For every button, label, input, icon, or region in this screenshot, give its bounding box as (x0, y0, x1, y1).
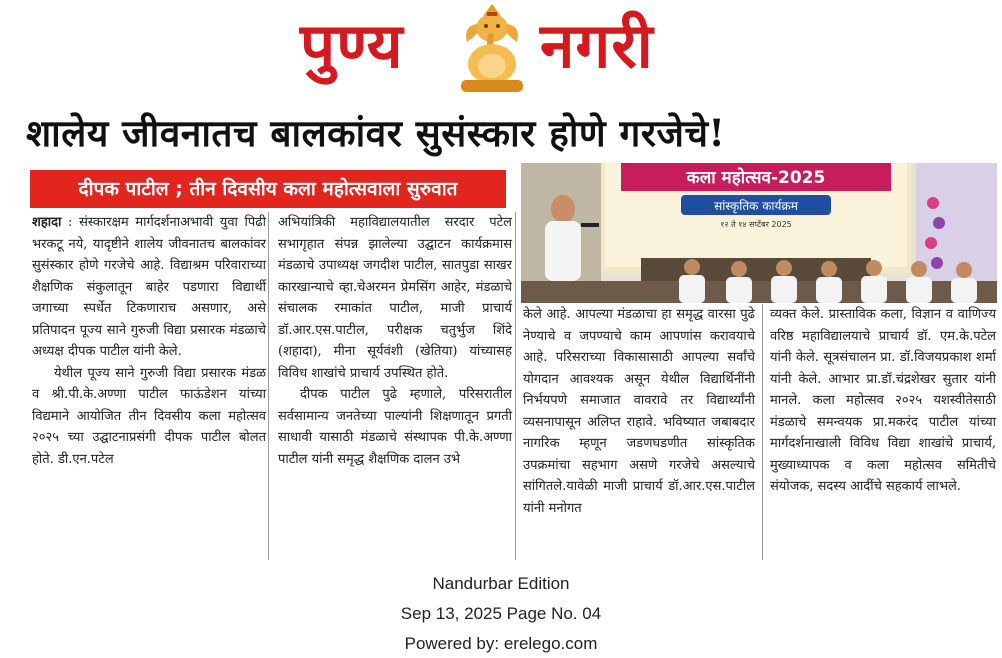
article-paragraph: येथील पूज्य साने गुरुजी विद्या प्रसारक मंडळ व श्री.पी.के.अण्णा पाटील फाऊंडेशन यांच्या विद्यमाने आयोजित तीन दिवसीय कला महोत्सव २०२५ च्या उद्घाटनाप्रसंगी दीपक पाटील बोलत होते. डी.एन.पटेल (32, 365, 266, 467)
column-divider (515, 212, 516, 560)
article-dateline: शहादा (32, 215, 62, 230)
footer-edition: Nandurbar Edition (432, 574, 570, 593)
photo-banner-subtitle: सांस्कृतिक कार्यक्रम (714, 199, 798, 213)
article-paragraph: दीपक पाटील पुढे म्हणाले, परिसरातील सर्वसामान्य जनतेच्या पाल्यांनी शिक्षणातून प्रगती साधावी यासाठी मंडळाचे संस्थापक पी.के.अण्णा पाटील यांनी समृद्ध शैक्षणिक दालन उभे (278, 387, 512, 467)
masthead-title-right: नगरी (540, 9, 654, 82)
column-divider (762, 304, 763, 560)
ganesha-logo-icon (447, 2, 537, 94)
article-column-1 (32, 212, 266, 470)
subheadline-banner: दीपक पाटील ; तीन दिवसीय कला महोत्सवाला सुरुवात (30, 170, 506, 208)
column-divider (268, 212, 269, 560)
article-paragraph: अभियांत्रिकी महाविद्यालयातील सरदार पटेल सभागृहात संपन्न झालेल्या उद्घाटन कार्यक्रमास मंडळाचे उपाध्यक्ष जगदीश पाटील, सातपुडा साखर कारखान्याचे व्हा.चेअरमन प्रेमसिंग आहेर, मंडळाचे संचालक रमाकांत पाटील, माजी प्राचार्य डॉ.आर.एस.पाटील, परीक्षक चतुर्भुज शिंदे (शहादा), मीना सूर्यवंशी (खेतिया) यांच्यासह विविध शाखांचे प्राचार्य उपस्थित होते. (278, 215, 512, 381)
article-paragraph: व्यक्त केले. प्रास्ताविक कला, विज्ञान व वाणिज्य वरिष्ठ महाविद्यालयाचे प्राचार्य डॉ. एम.के.पटेल यांनी केले. सूत्रसंचालन प्रा. डॉ.विजयप्रकाश शर्मा यांनी केले. आभार प्रा.डॉ.चंद्रशेखर सुतार यांनी मानले. कला महोत्सव २०२५ यशस्वीतेसाठी मंडळाचे समन्वयक प्रा.मकरंद पाटील यांच्या मार्गदर्शनाखाली विविध विद्या शाखांचे प्राचार्य, मुख्याध्यापक व कला महोत्सव समितीचे संयोजक, सदस्य आदींचे सहकार्य लाभले. (770, 307, 996, 494)
event-photo (521, 163, 997, 303)
photo-banner-date: १२ ते १४ सप्टेंबर 2025 (720, 220, 792, 229)
article-column-3 (523, 304, 755, 519)
article-column-4 (770, 304, 996, 498)
footer-date-page: Sep 13, 2025 Page No. 04 (400, 604, 602, 623)
footer-powered-by: Powered by: erelego.com (404, 634, 598, 653)
masthead (0, 0, 1002, 96)
article-paragraph (32, 212, 266, 363)
article-paragraph: केले आहे. आपल्या मंडळाचा हा समृद्ध वारसा पुढे नेण्याचे व जपण्याचे काम आपणांस करावयाचे आहे. परिसराच्या विकासासाठी आपल्या सर्वांचे योगदान आवश्यक असून येथील विद्यार्थिनींनी निर्भयपणे समाजात वावरावे तर विद्यार्थ्यांनी व्यसनापासून अलिप्त राहावे. भविष्यात जबाबदार नागरिक म्हणून जडणघडणीत सांस्कृतिक उपक्रमांचा सहभाग असणे गरजेचे असल्याचे सांगितले.यावेळी माजी प्राचार्य डॉ.आर.एस.पाटील यांनी मनोगत (523, 307, 755, 516)
article-column-2 (278, 212, 512, 470)
masthead-title-left: पुण्य (300, 9, 404, 82)
headline: शालेय जीवनातच बालकांवर सुसंस्कार होणे गरजेचे! (26, 111, 726, 155)
article-text: : संस्कारक्षम मार्गदर्शनाअभावी युवा पिढी भरकटू नये, यादृष्टीने शालेय जीवनातच बालकांवर सुसंस्कार होणे गरजेचे आहे. विद्याश्रम परिवाराच्या शैक्षणिक संकुलातून बाहेर पडणारा विद्यार्थी जगाच्या स्पर्धेत टिकणाराच असणार, असे प्रतिपादन पूज्य साने गुरुजी विद्या प्रसारक मंडळाचे अध्यक्ष दीपक पाटील यांनी केले. (32, 215, 266, 359)
photo-banner-title: कला महोत्सव-2025 (686, 168, 826, 188)
